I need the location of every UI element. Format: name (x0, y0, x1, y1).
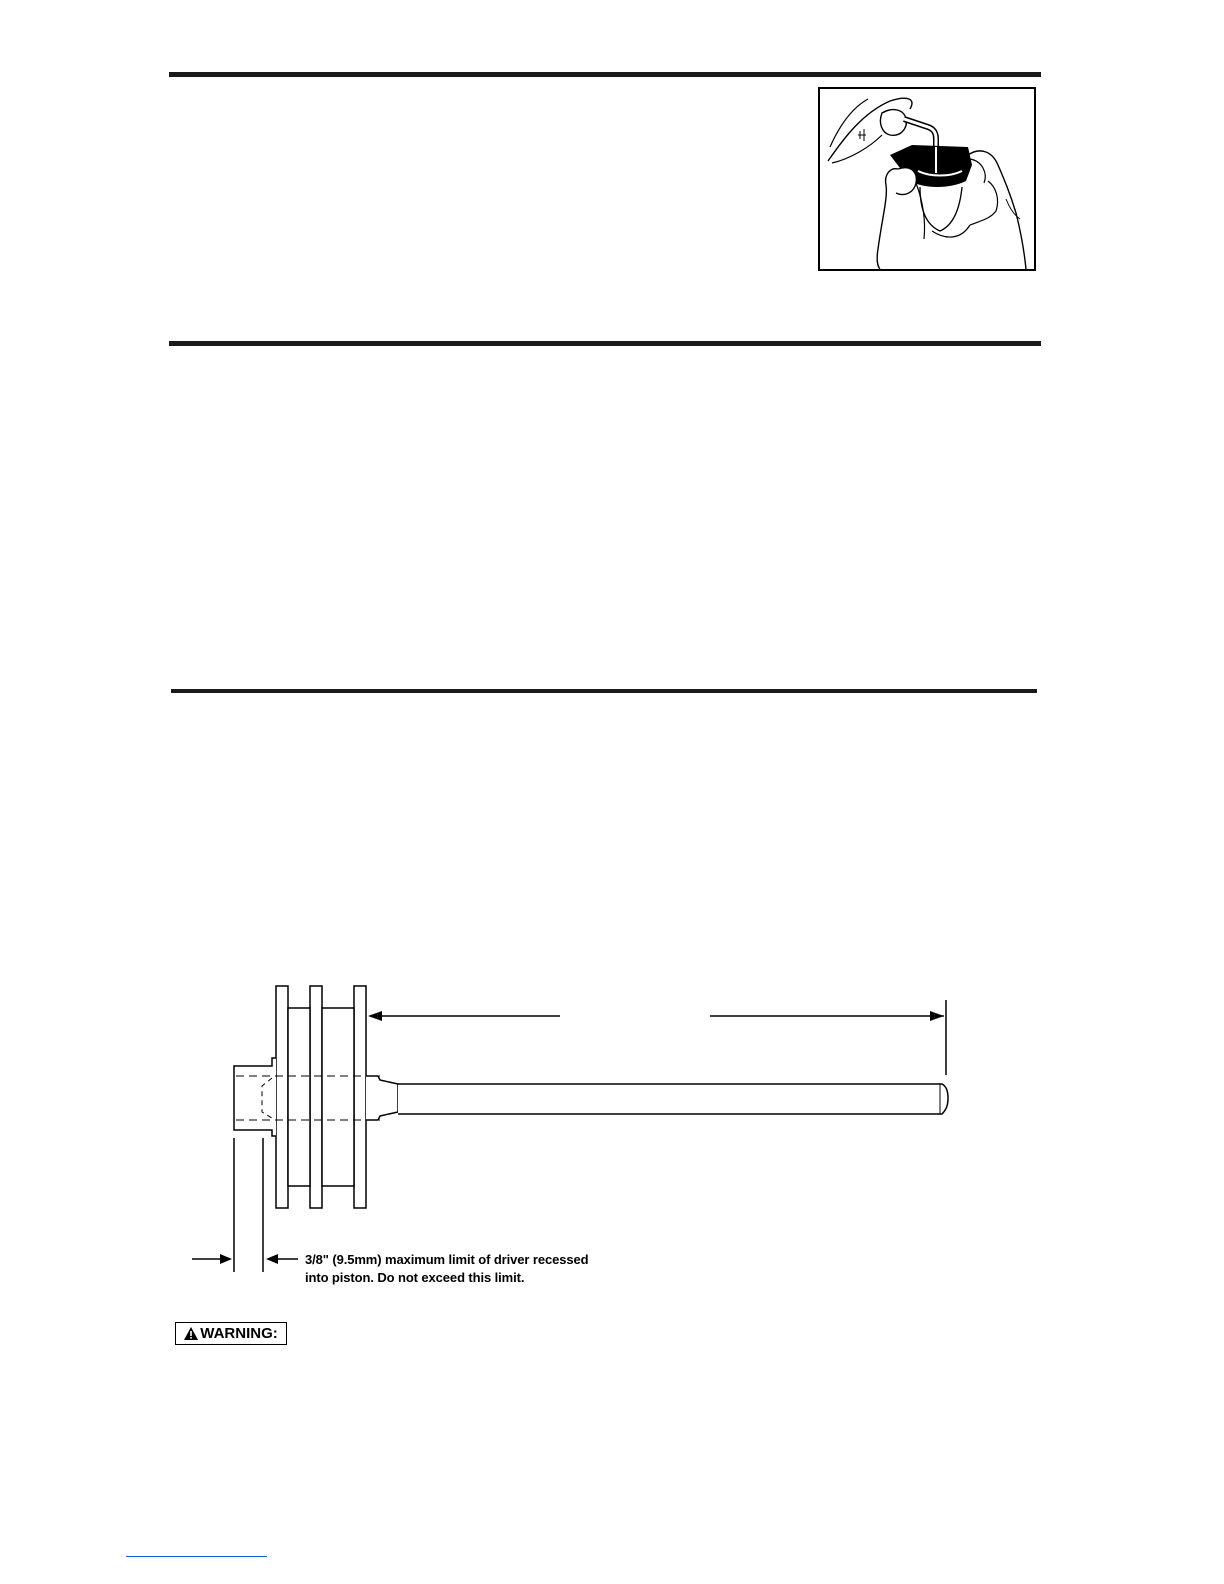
hands-with-hex-key-icon (820, 89, 1034, 269)
piston-hub-2 (322, 1008, 354, 1186)
section-divider-top (169, 72, 1041, 77)
hex-key-illustration (818, 87, 1036, 271)
recess-limit-line-2: into piston. Do not exceed this limit. (305, 1270, 525, 1285)
piston-hub-1 (288, 1008, 310, 1186)
recess-limit-note (305, 1251, 588, 1287)
piston-flange-2 (310, 986, 322, 1208)
piston-flange-3 (354, 986, 366, 1208)
warning-badge (175, 1322, 287, 1345)
section-divider-lower (171, 689, 1037, 693)
warning-label: WARNING: (200, 1325, 278, 1342)
driver-shoulder (366, 1076, 398, 1120)
footer-link-underline[interactable] (126, 1556, 267, 1557)
driver-blade (398, 1084, 948, 1114)
piston-boss (234, 1058, 276, 1136)
warning-triangle-icon (184, 1327, 198, 1340)
recess-limit-line-1: 3/8" (9.5mm) maximum limit of driver recessed (305, 1252, 589, 1267)
piston-flange-1 (276, 986, 288, 1208)
section-divider-middle (169, 341, 1041, 346)
